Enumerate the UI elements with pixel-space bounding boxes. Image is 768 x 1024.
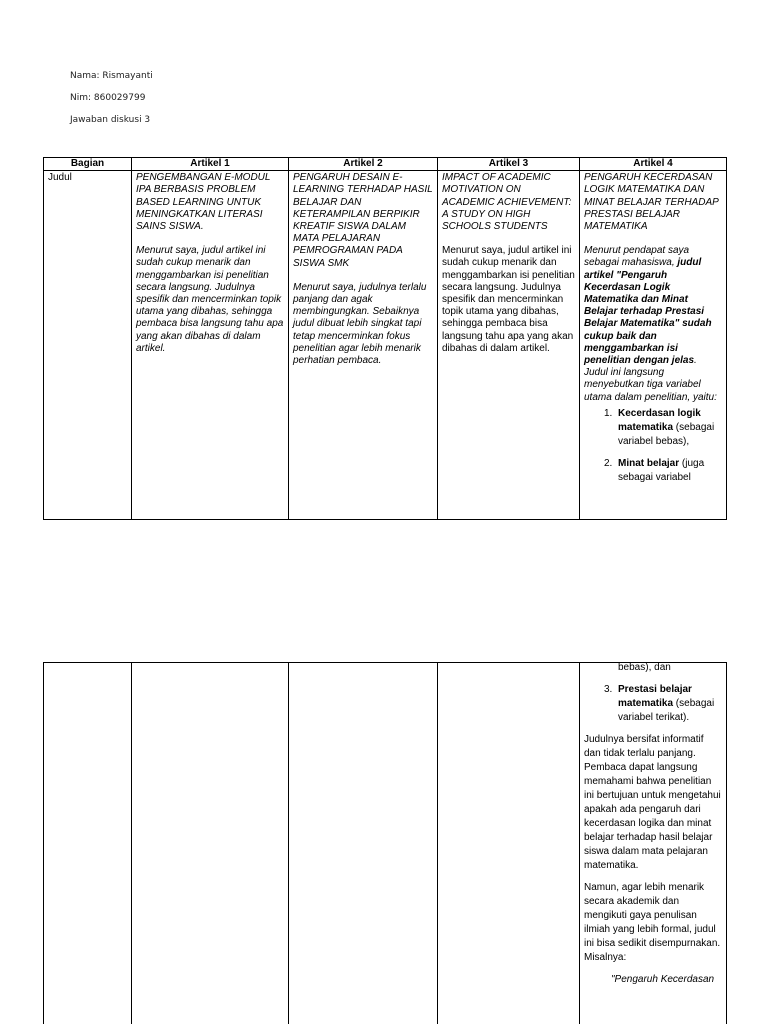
cell-artikel-2	[289, 171, 438, 520]
list-continuation: bebas), dan	[618, 662, 671, 673]
artikel-4-intro: Menurut pendapat saya sebagai mahasiswa,	[584, 245, 690, 269]
table-header-row	[44, 158, 727, 171]
cell-artikel-4	[580, 171, 727, 520]
review-table	[43, 157, 727, 520]
variable-list	[584, 407, 722, 485]
cell-continued-artikel-1	[132, 663, 289, 1024]
list-item: 1. Kecerdasan logik matematika (sebagai variabel bebas),	[604, 407, 715, 447]
document-title: Jawaban diskusi 3	[70, 115, 151, 125]
table-row	[44, 171, 727, 520]
artikel-4-end-dot: .	[694, 355, 697, 367]
header-artikel-1: Artikel 1	[132, 158, 289, 171]
row-label-judul: Judul	[44, 171, 132, 520]
cell-continued-artikel-2	[289, 663, 438, 1024]
header-artikel-2: Artikel 2	[289, 158, 438, 171]
artikel-3-comment: Menurut saya, judul artikel ini sudah cukup menarik dan menggambarkan isi penelitian secara langsung. Judulnya spesifik dan mencerminkan topik utama yang dibahas, sehingga pembaca bisa langsung tahu apa yang akan dibahas di dalam artikel.	[442, 245, 575, 354]
artikel-4-after: Judul ini langsung menyebutkan tiga variabel utama dalam penelitian, yaitu:	[584, 367, 717, 403]
cell-continued-artikel-3	[438, 663, 580, 1024]
review-table-continued	[43, 662, 727, 1024]
student-name: Nama: Rismayanti	[70, 71, 153, 81]
cell-continued-artikel-4	[580, 663, 727, 1024]
cell-artikel-3	[438, 171, 580, 520]
paragraph-informative: Judulnya bersifat informatif dan tidak terlalu panjang. Pembaca dapat langsung memahami bahwa penelitian ini bertujuan untuk mengetahui apakah ada pengaruh dari kecerdasan logika dan minat belajar terhadap hasil belajar siswa dalam mata pelajaran matematika.	[584, 734, 721, 871]
cell-artikel-1	[132, 171, 289, 520]
variable-list-continued	[584, 683, 722, 725]
artikel-3-title: IMPACT OF ACADEMIC MOTIVATION ON ACADEMIC ACHIEVEMENT: A STUDY ON HIGH SCHOOLS STUDENTS	[442, 172, 572, 233]
list-item: 2. Minat belajar (juga sebagai variabel	[604, 457, 705, 483]
artikel-1-title: PENGEMBANGAN E-MODUL IPA BERBASIS PROBLEM BASED LEARNING UNTUK MENINGKATKAN LITERASI SAINS SISWA.	[136, 172, 271, 233]
suggested-title-quote: "Pengaruh Kecerdasan	[611, 974, 715, 985]
artikel-4-comment	[584, 245, 722, 404]
student-nim: Nim: 860029799	[70, 93, 146, 103]
artikel-2-title: PENGARUH DESAIN E-LEARNING TERHADAP HASIL BELAJAR DAN KETERAMPILAN BERPIKIR KREATIF SISWA DALAM MATA PELAJARAN PEMROGRAMAN PADA SISWA SMK	[293, 172, 433, 269]
header-bagian: Bagian	[44, 158, 132, 171]
cell-continued-bagian	[44, 663, 132, 1024]
list-item: 3. Prestasi belajar matematika (sebagai variabel terikat).	[604, 684, 715, 723]
paragraph-suggestion: Namun, agar lebih menarik secara akademik dan mengikuti gaya penulisan ilmiah yang lebih formal, judul ini bisa sedikit disempurnakan. Misalnya:	[584, 882, 721, 963]
artikel-1-comment: Menurut saya, judul artikel ini sudah cukup menarik dan menggambarkan isi penelitian secara langsung. Judulnya spesifik dan mencerminkan topik utama yang dibahas, sehingga pembaca bisa langsung tahu apa yang akan dibahas di dalam artikel.	[136, 245, 284, 354]
table-row	[44, 663, 727, 1024]
artikel-2-comment: Menurut saya, judulnya terlalu panjang dan agak membingungkan. Sebaiknya judul dibuat lebih singkat tapi tetap mencerminkan fokus penelitian agar lebih menarik perhatian pembaca.	[293, 281, 427, 367]
header-artikel-4: Artikel 4	[580, 158, 727, 171]
header-artikel-3: Artikel 3	[438, 158, 580, 171]
artikel-4-bold-title: judul artikel "Pengaruh Kecerdasan Logik Matematika dan Minat Belajar terhadap Prestasi Belajar Matematika" sudah cukup baik dan menggambarkan isi penelitian dengan jelas	[584, 257, 712, 367]
artikel-4-title: PENGARUH KECERDASAN LOGIK MATEMATIKA DAN MINAT BELAJAR TERHADAP PRESTASI BELAJAR MATEMATIKA	[584, 172, 719, 233]
